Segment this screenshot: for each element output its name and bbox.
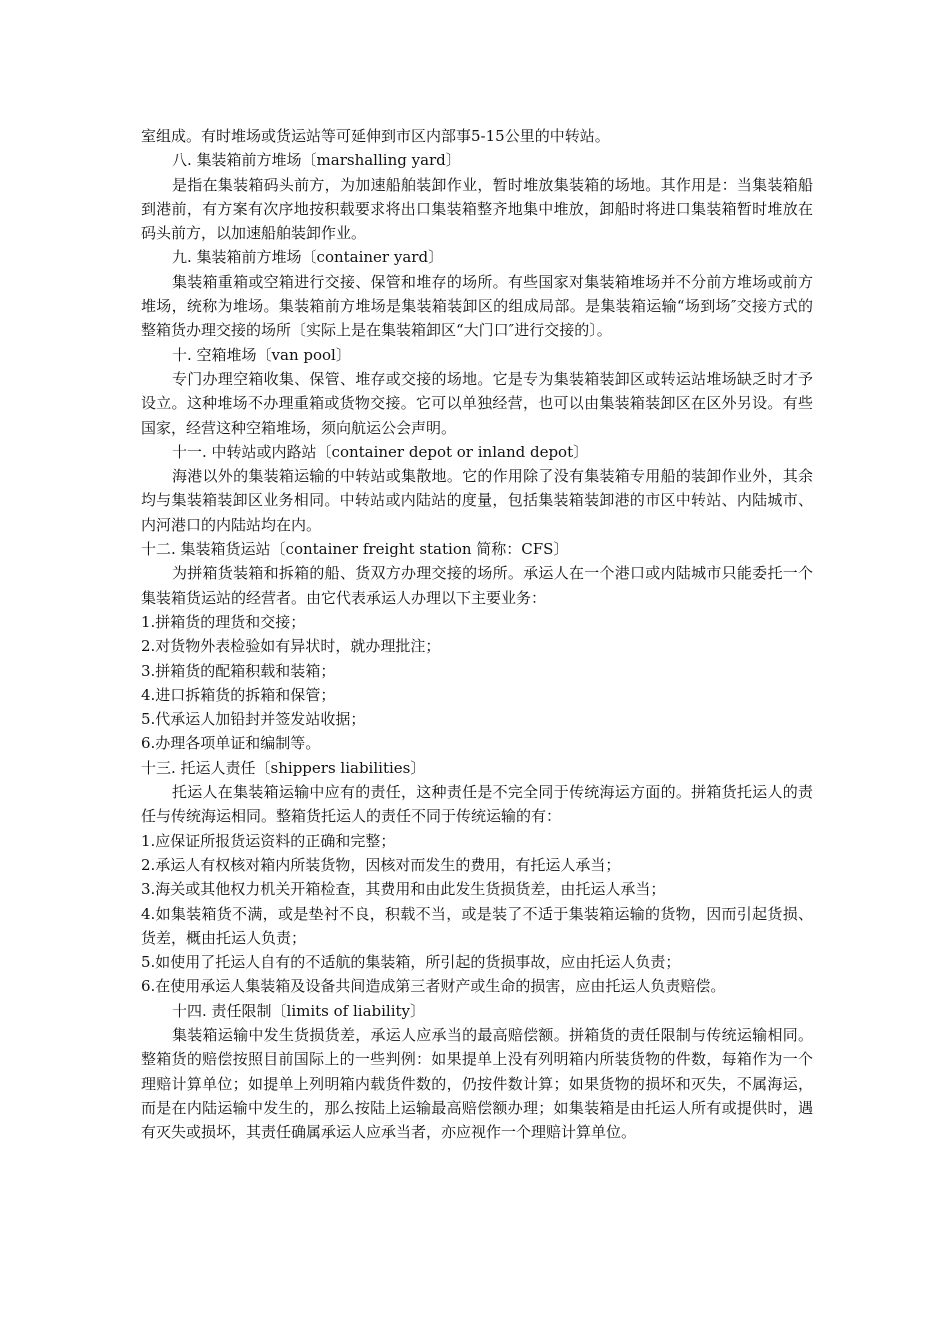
section-12-item: 4.进口拆箱货的拆箱和保管；	[141, 685, 336, 704]
section-13-heading: 十三. 托运人责任〔shippers liabilities〕	[141, 758, 426, 777]
section-10-heading: 十. 空箱堆场〔van pool〕	[172, 345, 351, 364]
section-12-item: 2.对货物外表检验如有异状时，就办理批注；	[141, 637, 441, 656]
section-8-body: 是指在集装箱码头前方，为加速船舶装卸作业，暂时堆放集装箱的场地。其作用是：当集装箱船到港前，有方案有次序地按积载要求将出口集装箱整齐地集中堆放，卸船时将进口集装箱暂时堆放在码头前方，以加速船舶装卸作业。	[141, 175, 813, 243]
section-12-item: 5.代承运人加铅封并签发站收据；	[141, 710, 366, 729]
section-12-body: 为拼箱货装箱和拆箱的船、货双方办理交接的场所。承运人在一个港口或内陆城市只能委托一个集装箱货运站的经营者。由它代表承运人办理以下主要业务：	[141, 564, 813, 607]
section-9-heading: 九. 集装箱前方堆场〔container yard〕	[172, 248, 444, 267]
section-12-item: 1.拼箱货的理货和交接；	[141, 612, 306, 631]
section-11-body: 海港以外的集装箱运输的中转站或集散地。它的作用除了没有集装箱专用船的装卸作业外，其余均与集装箱装卸区业务相同。中转站或内陆站的度量，包括集装箱装卸港的市区中转站、内陆城市、内河港口的内陆站均在内。	[141, 467, 813, 534]
section-10-body: 专门办理空箱收集、保管、堆存或交接的场地。它是专为集装箱装卸区或转运站堆场缺乏时才予设立。这种堆场不办理重箱或货物交接。它可以单独经营，也可以由集装箱装卸区在区外另设。有些国家，经营这种空箱堆场，须向航运公会声明。	[141, 369, 813, 437]
section-12-item: 3.拼箱货的配箱积载和装箱；	[141, 661, 336, 680]
section-13-body: 托运人在集装箱运输中应有的责任，这种责任是不完全同于传统海运方面的。拼箱货托运人的责任与传统海运相同。整箱货托运人的责任不同于传统运输的有：	[141, 783, 813, 826]
section-13-item: 3.海关或其他权力机关开箱检查，其费用和由此发生货损货差，由托运人承当；	[141, 880, 666, 899]
section-13-item: 2.承运人有权核对箱内所装货物，因核对而发生的费用，有托运人承当；	[141, 855, 621, 874]
document-page	[141, 124, 813, 1144]
intro-tail-paragraph: 室组成。有时堆场或货运站等可延伸到市区内部事5-15公里的中转站。	[141, 127, 610, 145]
section-14-heading: 十四. 责任限制〔limits of liability〕	[172, 1001, 426, 1020]
section-9-body: 集装箱重箱或空箱进行交接、保管和堆存的场所。有些国家对集装箱堆场并不分前方堆场或前方堆场，统称为堆场。集装箱前方堆场是集装箱装卸区的组成局部。是集装箱运输“场到场″交接方式的整箱货办理交接的场所〔实际上是在集装箱卸区“大门口″进行交接的〕。	[141, 272, 813, 340]
section-12-heading: 十二. 集装箱货运站〔container freight station 简称：CFS〕	[141, 540, 569, 559]
section-11-heading: 十一. 中转站或内路站〔container depot or inland depot〕	[172, 442, 589, 461]
section-14-body: 集装箱运输中发生货损货差，承运人应承当的最高赔偿额。拼箱货的责任限制与传统运输相同。整箱货的赔偿按照目前国际上的一些判例：如果提单上没有列明箱内所装货物的件数，每箱作为一个理赔计算单位；如提单上列明箱内载货件数的，仍按件数计算；如果货物的损坏和灭失，不属海运，而是在内陆运输中发生的，那么按陆上运输最高赔偿额办理；如集装箱是由托运人所有或提供时，遇有灭失或损坏，其责任确属承运人应承当者，亦应视作一个理赔计算单位。	[141, 1025, 813, 1142]
section-13-item: 4.如集装箱货不满，或是垫衬不良，积载不当，或是装了不适于集装箱运输的货物，因而引起货损、货差，概由托运人负责；	[141, 904, 813, 947]
section-13-item: 5.如使用了托运人自有的不适航的集装箱，所引起的货损事故，应由托运人负责；	[141, 953, 681, 972]
section-13-item: 1.应保证所报货运资料的正确和完整；	[141, 831, 396, 850]
section-8-heading: 八. 集装箱前方堆场〔marshalling yard〕	[172, 151, 461, 170]
section-13-item: 6.在使用承运人集装箱及设备共间造成第三者财产或生命的损害，应由托运人负责赔偿。	[141, 977, 726, 996]
section-12-item: 6.办理各项单证和编制等。	[141, 734, 321, 753]
